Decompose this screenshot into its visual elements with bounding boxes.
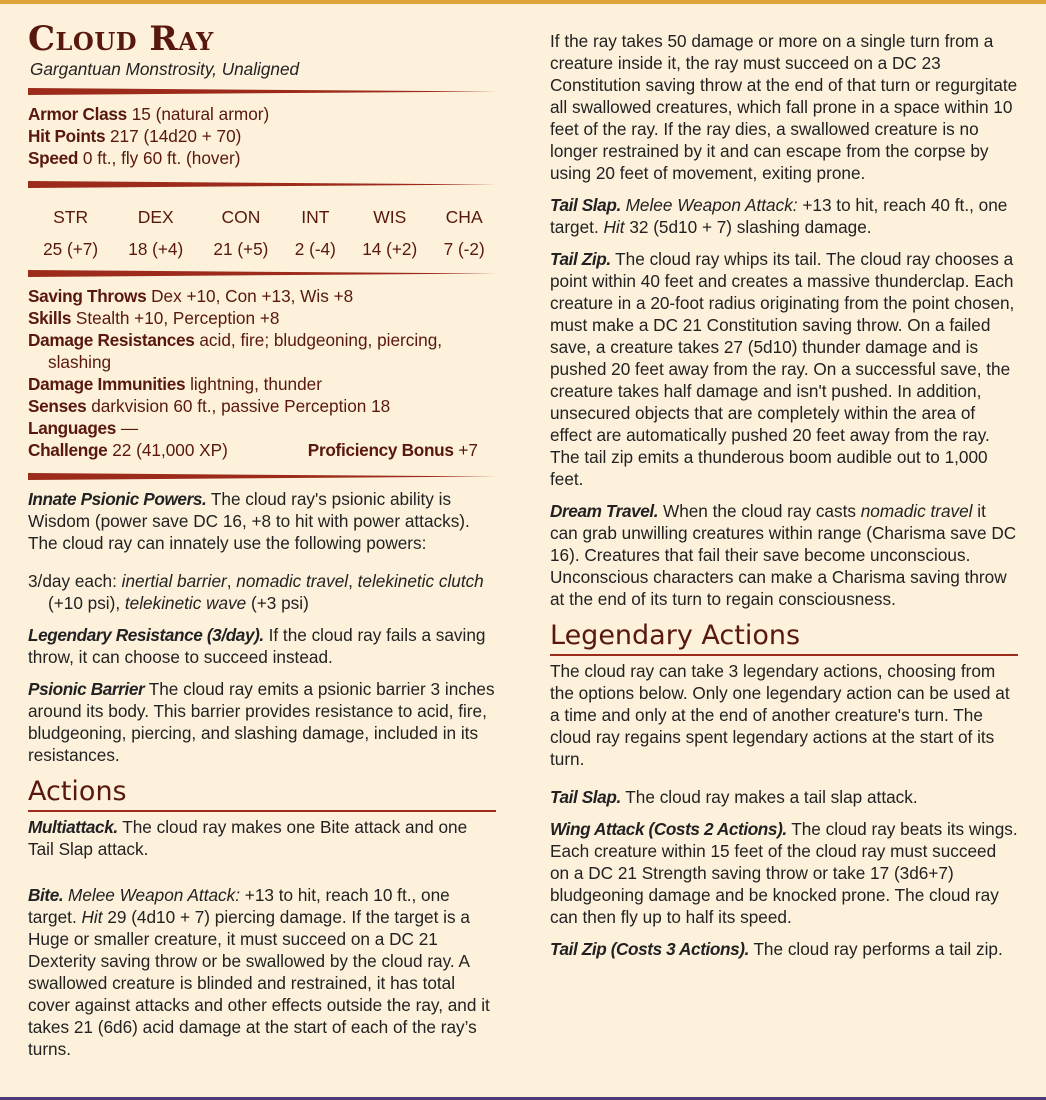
legendary-name: Wing Attack (Costs 2 Actions). xyxy=(550,819,787,839)
divider xyxy=(28,270,496,277)
action-dream-travel xyxy=(550,500,1018,610)
separator: , xyxy=(226,571,232,591)
power-name: nomadic travel xyxy=(860,501,973,521)
speed-value: 0 ft., fly 60 ft. (hover) xyxy=(82,148,241,168)
trait-text: If the cloud ray fails a saving throw, it can choose to succeed instead. xyxy=(28,625,486,667)
action-name: Bite. xyxy=(28,885,64,905)
action-tail-zip xyxy=(550,248,1018,490)
divider xyxy=(28,181,496,188)
challenge xyxy=(28,439,228,461)
saving-throws xyxy=(28,285,496,307)
action-name: Multiattack. xyxy=(28,817,118,837)
action-name: Dream Travel. xyxy=(550,501,659,521)
hit-label: Hit xyxy=(81,907,103,927)
action-name: Tail Zip. xyxy=(550,249,611,269)
skills xyxy=(28,307,496,329)
divider xyxy=(28,88,496,95)
power-name: nomadic travel xyxy=(236,571,349,591)
saves-value: Dex +10, Con +13, Wis +8 xyxy=(151,286,354,306)
monster-type: Gargantuan Monstrosity, Unaligned xyxy=(30,59,300,79)
spacer xyxy=(28,870,496,884)
ability-name: STR xyxy=(53,207,89,227)
divider xyxy=(28,473,496,480)
action-text: it can grab unwilling creatures within range (Charisma save DC 16). Creatures that fail their save become unconscious. Unconscious characters can make a Charisma saving throw at the end of its turn to regain consciousness. xyxy=(550,501,1017,609)
damage-resistances xyxy=(28,329,496,373)
senses-label: Senses xyxy=(28,396,87,416)
hit-points xyxy=(28,125,496,147)
resist-label: Damage Resistances xyxy=(28,330,195,350)
action-bite-continued: If the ray takes 50 damage or more on a single turn from a creature inside it, the ray must succeed on a DC 23 Constitution saving throw at the end of that turn or regurgitate all swallowed creatures, which fall prone in a space within 10 feet of the ray. If the ray dies, a swallowed creature is no longer restrained by it and can escape from the corpse by using 20 feet of movement, exiting prone. xyxy=(550,31,1018,183)
ability-score: 21 (+5) xyxy=(213,239,269,259)
legendary-tail-zip xyxy=(550,938,1018,960)
ability-scores xyxy=(28,196,496,266)
action-text: 32 (5d10 + 7) slashing damage. xyxy=(629,217,872,237)
attack-type: Melee Weapon Attack: xyxy=(625,195,798,215)
ac-value: 15 (natural armor) xyxy=(131,104,270,124)
power-name: telekinetic clutch xyxy=(357,571,484,591)
ability-name: CHA xyxy=(445,207,483,227)
hit-label: Hit xyxy=(603,217,625,237)
action-bite xyxy=(28,884,496,1060)
trait-name: Legendary Resistance (3/day). xyxy=(28,625,264,645)
power-name: telekinetic wave xyxy=(124,593,247,613)
separator: , xyxy=(348,571,353,591)
resist-value: acid, fire; bludgeoning, piercing, slashing xyxy=(48,330,443,372)
trait-legendary-resistance xyxy=(28,624,496,668)
immune-value: lightning, thunder xyxy=(190,374,322,394)
senses-value: darkvision 60 ft., passive Perception 18 xyxy=(91,396,391,416)
trait-name: Psionic Barrier xyxy=(28,679,145,699)
top-border xyxy=(0,0,1046,4)
damage-immunities xyxy=(28,373,496,395)
ability-names xyxy=(28,196,496,238)
action-text: +13 to hit, reach 40 ft., one target. xyxy=(550,195,1008,237)
power-cost: (+3 psi) xyxy=(251,593,309,613)
action-multiattack xyxy=(28,816,496,860)
power-cost: (+10 psi), xyxy=(48,593,121,613)
trait-innate-psionics xyxy=(28,488,496,554)
hp-value: 217 (14d20 + 70) xyxy=(110,126,242,146)
ability-name: DEX xyxy=(137,207,174,227)
legendary-text: The cloud ray beats its wings. Each creature within 15 feet of the cloud ray must succeed on a DC 21 Strength saving throw or take 17 (3d6+7) bludgeoning damage and be knocked prone. The cloud ray can then fly up to half its speed. xyxy=(550,819,1018,927)
challenge-row xyxy=(28,439,496,461)
power-name: inertial barrier xyxy=(121,571,227,591)
ability-score: 18 (+4) xyxy=(128,239,184,259)
immune-label: Damage Immunities xyxy=(28,374,186,394)
trait-name: Innate Psionic Powers. xyxy=(28,489,207,509)
trait-text: The cloud ray emits a psionic barrier 3 inches around its body. This barrier provides resistance to acid, fire, bludgeoning, piercing, and slashing damage, included in its resistances. xyxy=(28,679,495,765)
ability-score: 25 (+7) xyxy=(43,239,99,259)
senses xyxy=(28,395,496,417)
action-text: 29 (4d10 + 7) piercing damage. If the target is a Huge or smaller creature, it must succeed on a DC 21 Dexterity saving throw or be swallowed by the cloud ray. A swallowed creature is blinded and restrained, it has total cover against attacks and other effects outside the ray, and it takes 21 (6d6) acid damage at the start of each of the ray’s turns. xyxy=(28,907,490,1059)
legendary-text: The cloud ray makes a tail slap attack. xyxy=(625,787,918,807)
skills-label: Skills xyxy=(28,308,72,328)
ability-score: 7 (-2) xyxy=(443,239,485,259)
challenge-value: 22 (41,000 XP) xyxy=(112,440,228,460)
speed-label: Speed xyxy=(28,148,79,168)
action-text: +13 to hit, reach 10 ft., one target. xyxy=(28,885,450,927)
ability-score: 2 (-4) xyxy=(294,239,336,259)
ability-values xyxy=(28,238,496,266)
legendary-name: Tail Zip (Costs 3 Actions). xyxy=(550,939,749,959)
legendary-name: Tail Slap. xyxy=(550,787,621,807)
legendary-tail-slap xyxy=(550,786,1018,808)
power-frequency: 3/day each: xyxy=(28,571,117,591)
ac-label: Armor Class xyxy=(28,104,127,124)
skills-value: Stealth +10, Perception +8 xyxy=(75,308,280,328)
action-text: The cloud ray makes one Bite attack and one Tail Slap attack. xyxy=(28,817,468,859)
legendary-intro: The cloud ray can take 3 legendary actions, choosing from the options below. Only one legendary action can be used at a time and only at the end of another creature's turn. The cloud ray regains spent legendary actions at the start of its turn. xyxy=(550,661,1010,769)
proficiency-bonus xyxy=(308,439,496,461)
languages-label: Languages xyxy=(28,418,117,438)
ability-name: CON xyxy=(221,207,261,227)
monster-name: Cloud Ray xyxy=(28,19,214,59)
legendary-wing-attack xyxy=(550,818,1018,928)
languages xyxy=(28,417,496,439)
legendary-text: The cloud ray performs a tail zip. xyxy=(753,939,1003,959)
right-column xyxy=(550,30,1018,970)
languages-value: — xyxy=(120,418,138,438)
armor-class xyxy=(28,103,496,125)
legendary-actions-heading: Legendary Actions xyxy=(550,620,1018,656)
power-list xyxy=(28,570,496,614)
ability-name: WIS xyxy=(373,207,407,227)
action-tail-slap xyxy=(550,194,1018,238)
trait-psionic-barrier xyxy=(28,678,496,766)
prof-value: +7 xyxy=(458,440,478,460)
saves-label: Saving Throws xyxy=(28,286,147,306)
action-text: When the cloud ray casts xyxy=(662,501,856,521)
ability-name: INT xyxy=(301,207,330,227)
hp-label: Hit Points xyxy=(28,126,106,146)
attack-type: Melee Weapon Attack: xyxy=(68,885,240,905)
trait-text: The cloud ray's psionic ability is Wisdom (power save DC 16, +8 to hit with power attacks). The cloud ray can innately use the following powers: xyxy=(28,489,470,553)
ability-score: 14 (+2) xyxy=(362,239,418,259)
challenge-label: Challenge xyxy=(28,440,108,460)
action-name: Tail Slap. xyxy=(550,195,621,215)
actions-heading: Actions xyxy=(28,776,496,812)
left-column xyxy=(28,20,496,1070)
speed xyxy=(28,147,496,169)
prof-label: Proficiency Bonus xyxy=(307,440,454,460)
action-text: The cloud ray whips its tail. The cloud ray chooses a point within 40 feet and creates a massive thunderclap. Each creature in a 20-foot radius originating from the point chosen, must make a DC 21 Constitution saving throw. On a failed save, a creature takes 27 (5d10) thunder damage and is pushed 20 feet away from the ray. On a successful save, the creature takes half damage and isn't pushed. In addition, unsecured objects that are completely within the area of effect are automatically pushed 20 feet away from the ray. The tail zip emits a thunderous boom audible out to 1,000 feet. xyxy=(550,249,1015,489)
